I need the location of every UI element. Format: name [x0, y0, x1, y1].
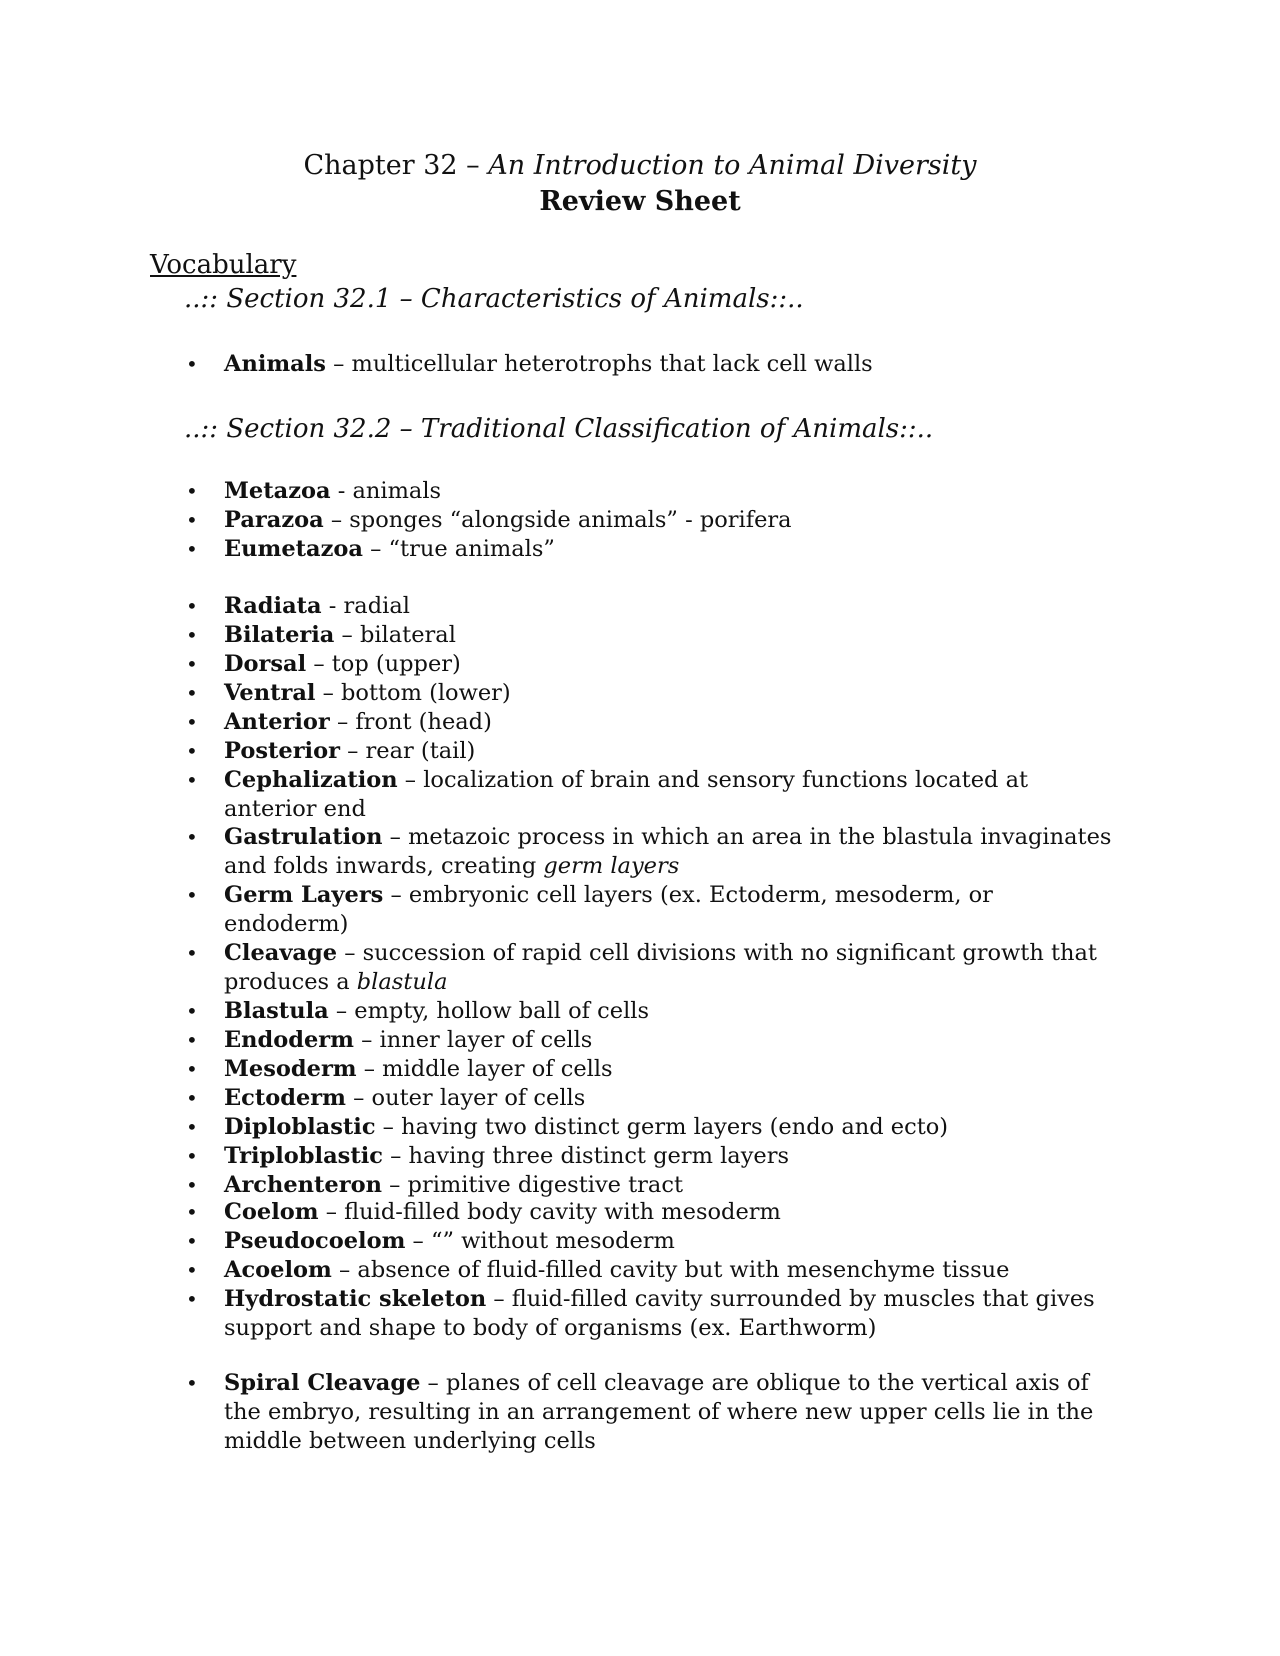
definition: having three distinct germ layers: [408, 1143, 790, 1169]
term-separator: –: [397, 767, 424, 793]
list-item: [0, 823, 1124, 881]
bullet-icon: •: [186, 1371, 198, 1395]
term: Metazoa: [224, 478, 331, 504]
term-list-cleavage: [0, 1369, 1124, 1456]
vocabulary-heading: Vocabulary: [150, 250, 297, 280]
list-item: [0, 1113, 1124, 1142]
term-separator: –: [315, 680, 342, 706]
bullet-icon: •: [186, 681, 198, 705]
section-heading-32-1: ..:: Section 32.1 – Characteristics of Animals::..: [184, 284, 804, 314]
chapter-prefix: Chapter 32 –: [303, 150, 489, 181]
bullet-icon: •: [186, 352, 198, 376]
term-separator: -: [321, 593, 344, 619]
definition: fluid-filled body cavity with mesoderm: [344, 1199, 781, 1225]
definition: fluid-filled cavity surrounded by muscles that gives support and shape to body of organisms (ex. Earthworm): [224, 1286, 1095, 1341]
term-list-germ-layers: [0, 823, 1124, 1200]
list-item: [0, 679, 1124, 708]
term-list-body-cavity: [0, 1198, 1124, 1343]
bullet-icon: •: [186, 941, 198, 965]
term-separator: –: [337, 940, 363, 966]
term: Animals: [224, 351, 326, 377]
bullet-icon: •: [186, 1057, 198, 1081]
list-item: [0, 506, 1124, 535]
term: Dorsal: [224, 651, 307, 677]
bullet-icon: •: [186, 1229, 198, 1253]
bullet-icon: •: [186, 652, 198, 676]
term: Triploblastic: [224, 1143, 383, 1169]
bullet-icon: •: [186, 1287, 198, 1311]
term: Eumetazoa: [224, 536, 363, 562]
term: Bilateria: [224, 622, 335, 648]
bullet-icon: •: [186, 537, 198, 561]
term: Radiata: [224, 593, 322, 619]
bullet-icon: •: [186, 883, 198, 907]
term-separator: -: [330, 478, 353, 504]
term: Cephalization: [224, 767, 398, 793]
section-heading-32-2: ..:: Section 32.2 – Traditional Classification of Animals::..: [184, 414, 934, 444]
term-list-symmetry: [0, 592, 1124, 824]
list-item: [0, 708, 1124, 737]
term-separator: –: [323, 507, 350, 533]
list-item: [0, 1227, 1124, 1256]
bullet-icon: •: [186, 1173, 198, 1197]
definition: multicellular heterotrophs that lack cell walls: [351, 351, 873, 377]
list-item: [0, 1142, 1124, 1171]
list-item: [0, 881, 1124, 939]
term-separator: –: [381, 1172, 408, 1198]
term-list-zoa: [0, 477, 1124, 564]
term: Cleavage: [224, 940, 338, 966]
term-separator: –: [356, 1056, 383, 1082]
definition: absence of fluid-filled cavity but with mesenchyme tissue: [357, 1257, 1010, 1283]
bullet-icon: •: [186, 594, 198, 618]
term: Ventral: [224, 680, 316, 706]
term: Spiral Cleavage: [224, 1370, 421, 1396]
term: Blastula: [224, 998, 329, 1024]
term-separator: –: [325, 351, 352, 377]
definition: having two distinct germ layers (endo and ecto): [401, 1114, 949, 1140]
term: Archenteron: [224, 1172, 382, 1198]
term: Diploblastic: [224, 1114, 376, 1140]
bullet-icon: •: [186, 1144, 198, 1168]
term: Mesoderm: [224, 1056, 357, 1082]
term-separator: –: [383, 882, 409, 908]
definition: succession of rapid cell divisions with no significant growth that produces a: [224, 940, 1097, 995]
review-sheet-subtitle: Review Sheet: [539, 186, 741, 217]
term: Hydrostatic skeleton: [224, 1286, 487, 1312]
definition-italic: blastula: [356, 969, 448, 995]
list-item: [0, 1198, 1124, 1227]
term-separator: –: [345, 1085, 372, 1111]
bullet-icon: •: [186, 825, 198, 849]
bullet-icon: •: [186, 999, 198, 1023]
term: Pseudocoelom: [224, 1228, 406, 1254]
bullet-icon: •: [186, 1028, 198, 1052]
list-item: [0, 939, 1124, 997]
term-separator: –: [405, 1228, 431, 1254]
list-item: [0, 592, 1124, 621]
list-item: [0, 997, 1124, 1026]
term-separator: –: [353, 1027, 380, 1053]
definition: sponges “alongside animals” - porifera: [349, 507, 792, 533]
definition: front (head): [355, 709, 492, 735]
definition: embryonic cell layers (ex. Ectoderm, mesoderm, or endoderm): [224, 882, 993, 937]
term: Coelom: [224, 1199, 319, 1225]
bullet-icon: •: [186, 1086, 198, 1110]
list-item: [0, 1369, 1124, 1456]
term: Anterior: [224, 709, 330, 735]
list-item: [0, 1084, 1124, 1113]
definition: primitive digestive tract: [407, 1172, 683, 1198]
definition: inner layer of cells: [379, 1027, 593, 1053]
bullet-icon: •: [186, 623, 198, 647]
list-item: [0, 1055, 1124, 1084]
bullet-icon: •: [186, 739, 198, 763]
term: Acoelom: [224, 1257, 332, 1283]
definition: bottom (lower): [341, 680, 511, 706]
list-item: [0, 477, 1124, 506]
bullet-icon: •: [186, 1258, 198, 1282]
term-separator: –: [318, 1199, 345, 1225]
term-separator: –: [334, 622, 360, 648]
term-separator: –: [382, 824, 409, 850]
list-item: [0, 621, 1124, 650]
term: Parazoa: [224, 507, 324, 533]
term-separator: –: [328, 998, 355, 1024]
definition-italic: germ layers: [543, 853, 680, 879]
term: Germ Layers: [224, 882, 384, 908]
definition: top (upper): [331, 651, 461, 677]
term-list-animals: [0, 350, 1124, 379]
term-separator: –: [306, 651, 332, 677]
chapter-title: An Introduction to Animal Diversity: [488, 150, 977, 181]
definition: rear (tail): [365, 738, 476, 764]
chapter-title-line: [0, 150, 1280, 181]
definition: bilateral: [359, 622, 456, 648]
definition: middle layer of cells: [382, 1056, 613, 1082]
term: Posterior: [224, 738, 340, 764]
bullet-icon: •: [186, 710, 198, 734]
list-item: [0, 650, 1124, 679]
definition: outer layer of cells: [371, 1085, 586, 1111]
definition: animals: [352, 478, 442, 504]
list-item: [0, 1026, 1124, 1055]
term-separator: –: [486, 1286, 512, 1312]
list-item: [0, 766, 1124, 824]
bullet-icon: •: [186, 479, 198, 503]
term-separator: –: [329, 709, 356, 735]
term-separator: –: [420, 1370, 446, 1396]
bullet-icon: •: [186, 768, 198, 792]
term: Gastrulation: [224, 824, 383, 850]
definition: “” without mesoderm: [430, 1228, 675, 1254]
list-item: [0, 1285, 1124, 1343]
definition: “true animals”: [388, 536, 555, 562]
term-separator: –: [375, 1114, 402, 1140]
bullet-icon: •: [186, 508, 198, 532]
list-item: [0, 1256, 1124, 1285]
term: Ectoderm: [224, 1085, 346, 1111]
definition: radial: [343, 593, 410, 619]
term: Endoderm: [224, 1027, 354, 1053]
definition: metazoic process in which an area in the blastula invaginates and folds inwards, creating: [224, 824, 1112, 879]
list-item: [0, 1171, 1124, 1200]
bullet-icon: •: [186, 1200, 198, 1224]
list-item: [0, 350, 1124, 379]
term-separator: –: [362, 536, 389, 562]
definition: planes of cell cleavage are oblique to the vertical axis of the embryo, resulting in an arrangement of where new upper cells lie in the middle between underlying cells: [224, 1370, 1094, 1454]
definition: localization of brain and sensory functions located at anterior end: [224, 767, 1029, 822]
term-separator: –: [339, 738, 366, 764]
list-item: [0, 737, 1124, 766]
list-item: [0, 535, 1124, 564]
definition: empty, hollow ball of cells: [354, 998, 650, 1024]
term-separator: –: [331, 1257, 358, 1283]
term-separator: –: [382, 1143, 409, 1169]
bullet-icon: •: [186, 1115, 198, 1139]
